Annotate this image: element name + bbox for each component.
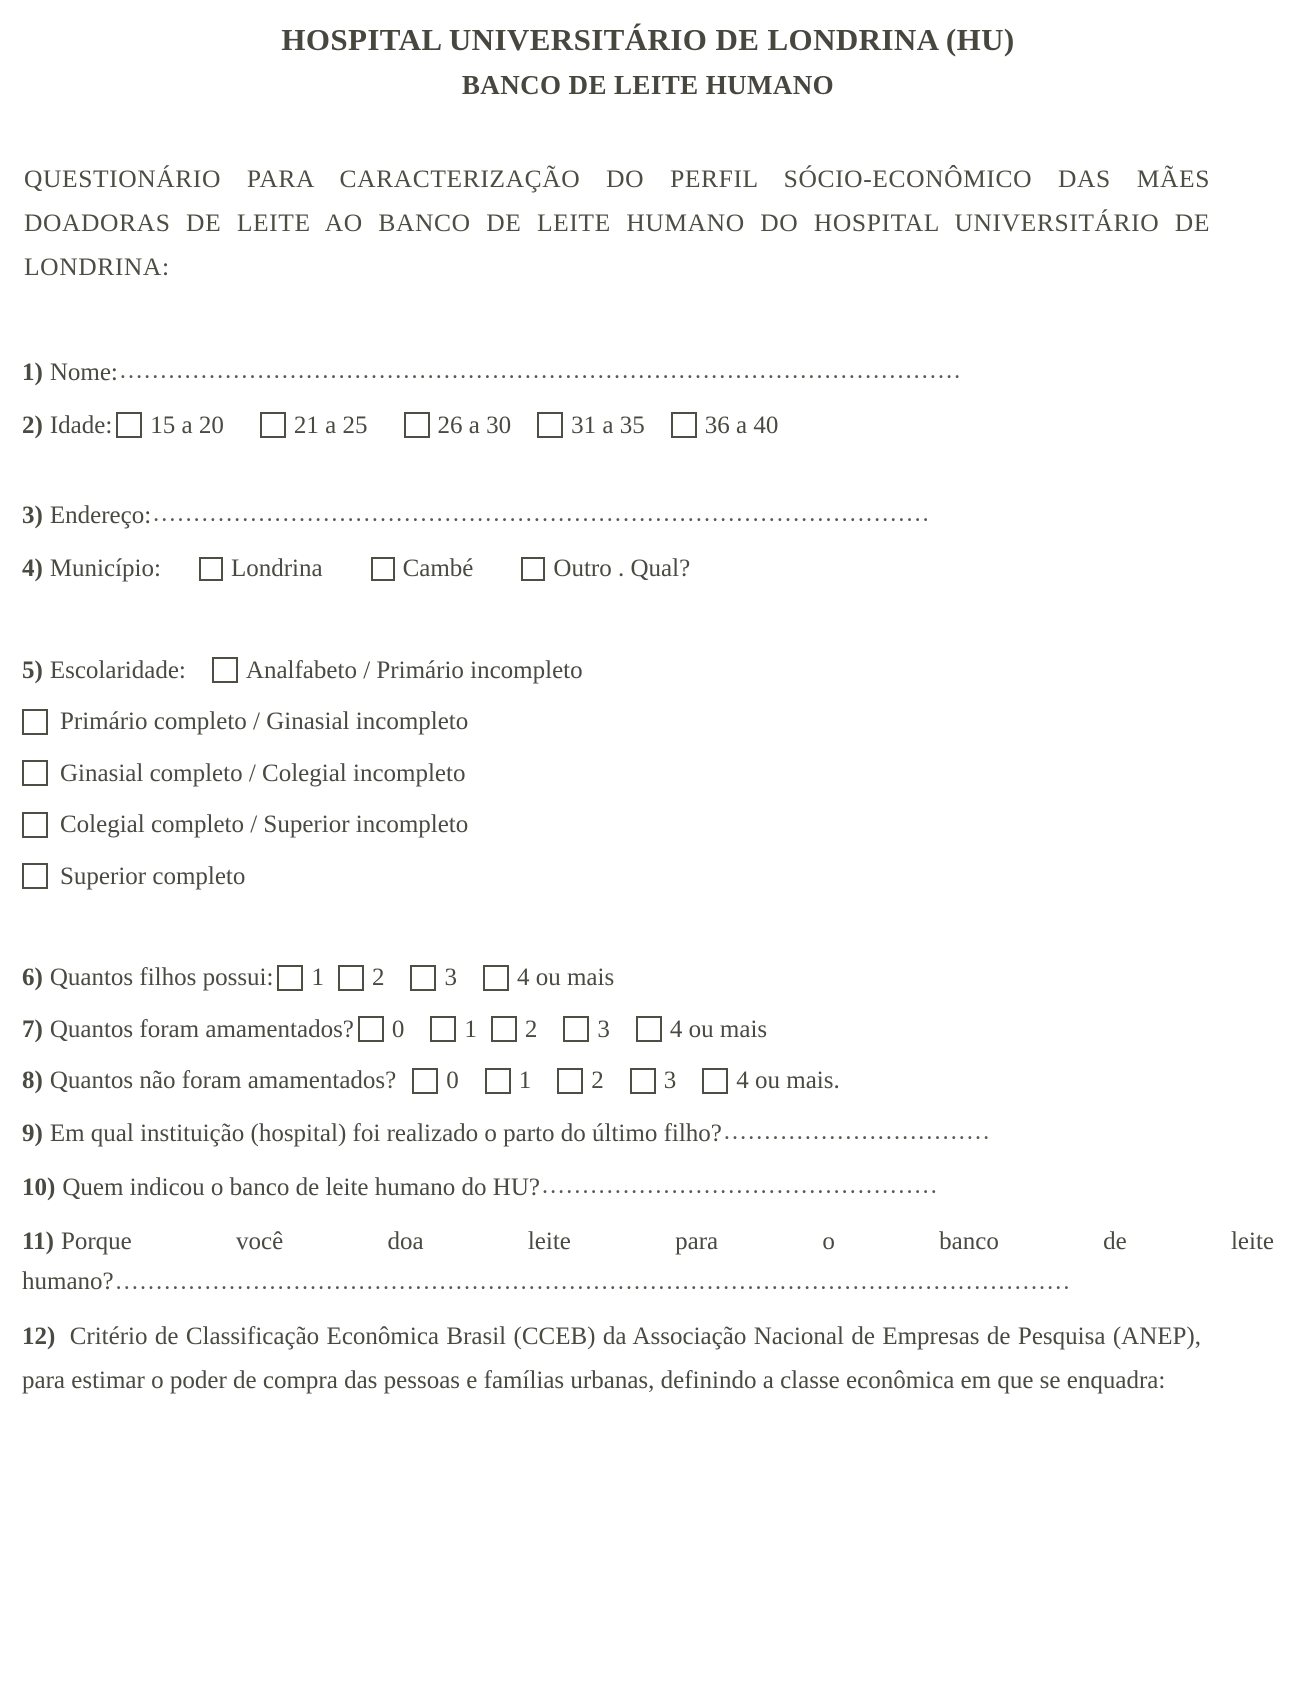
checkbox-icon[interactable] <box>22 760 48 786</box>
checkbox-icon[interactable] <box>491 1016 517 1042</box>
question-7-label: Quantos foram amamentados? <box>49 1015 354 1043</box>
question-4-municipio <box>22 550 1274 588</box>
checkbox-icon[interactable] <box>212 657 238 683</box>
question-11-answer-line[interactable]: ...................................................................................................................... <box>115 1268 1072 1295</box>
option-idade-31-35[interactable]: 31 a 35 <box>533 407 651 445</box>
question-2-number: 2) <box>22 411 43 439</box>
option-escolaridade-colegial-completo[interactable]: Colegial completo / Superior incompleto <box>22 806 1274 844</box>
question-1-number: 1) <box>22 358 43 386</box>
checkbox-icon[interactable] <box>630 1068 656 1094</box>
question-9-number: 9) <box>22 1119 43 1147</box>
question-5-label: Escolaridade: <box>49 656 186 684</box>
question-9-answer-line[interactable]: ................................. <box>723 1118 992 1145</box>
question-5-number: 5) <box>22 656 43 684</box>
question-1-nome <box>22 353 1274 393</box>
question-12-text: Critério de Classificação Econômica Brasil (CCEB) da Associação Nacional de Empresas de Pesquisa (ANEP), para estimar o poder de compra das pessoas e famílias urbanas, definindo a classe econômica em que se enquadra: <box>22 1322 1202 1395</box>
header-department: BANCO DE LEITE HUMANO <box>461 70 835 100</box>
question-10-label: Quem indicou o banco de leite humano do HU? <box>62 1173 540 1201</box>
question-6-label: Quantos filhos possui: <box>49 964 274 992</box>
question-11-number: 11) <box>22 1227 54 1255</box>
option-nao-amamentados-3[interactable]: 3 <box>626 1062 683 1100</box>
question-8-label: Quantos não foram amamentados? <box>49 1067 397 1095</box>
option-filhos-1[interactable]: 1 <box>273 959 330 997</box>
option-municipio-londrina[interactable]: Londrina <box>195 550 329 588</box>
option-idade-26-30[interactable]: 26 a 30 <box>400 407 518 445</box>
checkbox-icon[interactable] <box>22 812 48 838</box>
checkbox-icon[interactable] <box>22 863 48 889</box>
question-2-idade <box>22 407 1274 445</box>
question-10-number: 10) <box>22 1173 56 1201</box>
option-idade-15-20[interactable]: 15 a 20 <box>112 407 230 445</box>
option-escolaridade-superior-completo[interactable]: Superior completo <box>22 858 1274 896</box>
question-5-escolaridade <box>22 652 1274 690</box>
question-2-label: Idade: <box>49 411 113 439</box>
question-11-porque-doa <box>22 1222 1274 1305</box>
checkbox-icon[interactable] <box>412 1068 438 1094</box>
question-12-number: 12) <box>22 1322 56 1350</box>
checkbox-icon[interactable] <box>557 1068 583 1094</box>
intro-paragraph: QUESTIONÁRIO PARA CARACTERIZAÇÃO DO PERFIL SÓCIO-ECONÔMICO DAS MÃES DOADORAS DE LEITE AO BANCO DE LEITE HUMANO DO HOSPITAL UNIVERSITÁRIO DE LONDRINA: <box>24 164 1210 281</box>
question-7-number: 7) <box>22 1015 43 1043</box>
option-amamentados-0[interactable]: 0 <box>354 1011 411 1049</box>
question-11-line-2: humano? ...................................................................................................................... <box>22 1262 1274 1305</box>
question-12-cceb <box>22 1315 1201 1404</box>
option-nao-amamentados-4-ou-mais[interactable]: 4 ou mais. <box>698 1062 845 1100</box>
question-6-quantos-filhos <box>22 959 1274 997</box>
checkbox-icon[interactable] <box>260 412 286 438</box>
option-amamentados-2[interactable]: 2 <box>487 1011 544 1049</box>
question-4-number: 4) <box>22 555 43 583</box>
question-9-instituicao-parto <box>22 1114 1274 1154</box>
question-8-nao-amamentados <box>22 1062 1274 1100</box>
document-header <box>0 22 1296 101</box>
checkbox-icon[interactable] <box>671 412 697 438</box>
question-3-endereco <box>22 496 1274 536</box>
question-1-label: Nome: <box>49 358 118 386</box>
question-9-label: Em qual instituição (hospital) foi realizado o parto do último filho? <box>49 1119 722 1147</box>
option-idade-21-25[interactable]: 21 a 25 <box>256 407 374 445</box>
option-filhos-4-ou-mais[interactable]: 4 ou mais <box>479 959 620 997</box>
question-3-answer-line[interactable]: ................................................................................................ <box>153 501 931 528</box>
checkbox-icon[interactable] <box>338 965 364 991</box>
option-municipio-outro[interactable]: Outro . Qual? <box>517 550 696 588</box>
option-escolaridade-primario-completo[interactable]: Primário completo / Ginasial incompleto <box>22 703 1274 741</box>
checkbox-icon[interactable] <box>537 412 563 438</box>
checkbox-icon[interactable] <box>116 412 142 438</box>
option-escolaridade-analfabeto[interactable]: Analfabeto / Primário incompleto <box>208 652 589 690</box>
checkbox-icon[interactable] <box>277 965 303 991</box>
option-nao-amamentados-1[interactable]: 1 <box>481 1062 538 1100</box>
question-4-label: Município: <box>49 555 161 583</box>
option-escolaridade-ginasial-completo[interactable]: Ginasial completo / Colegial incompleto <box>22 755 1274 793</box>
checkbox-icon[interactable] <box>485 1068 511 1094</box>
question-10-answer-line[interactable]: ................................................. <box>541 1172 939 1199</box>
question-1-answer-line[interactable]: ........................................................................................................ <box>119 357 963 384</box>
checkbox-icon[interactable] <box>702 1068 728 1094</box>
header-institution: HOSPITAL UNIVERSITÁRIO DE LONDRINA (HU) <box>281 22 1015 57</box>
checkbox-icon[interactable] <box>410 965 436 991</box>
question-11-line-1: 11) Porque você doa leite para o banco de leite <box>22 1227 1274 1255</box>
checkbox-icon[interactable] <box>404 412 430 438</box>
checkbox-icon[interactable] <box>22 709 48 735</box>
question-7-amamentados <box>22 1011 1274 1049</box>
checkbox-icon[interactable] <box>371 557 395 581</box>
checkbox-icon[interactable] <box>563 1016 589 1042</box>
checkbox-icon[interactable] <box>636 1016 662 1042</box>
checkbox-icon[interactable] <box>358 1016 384 1042</box>
option-amamentados-1[interactable]: 1 <box>426 1011 483 1049</box>
document-page <box>0 22 1296 1702</box>
question-3-number: 3) <box>22 502 43 530</box>
option-filhos-3[interactable]: 3 <box>406 959 463 997</box>
option-municipio-cambe[interactable]: Cambé <box>367 550 480 588</box>
question-8-number: 8) <box>22 1067 43 1095</box>
checkbox-icon[interactable] <box>430 1016 456 1042</box>
option-amamentados-4-ou-mais[interactable]: 4 ou mais <box>632 1011 773 1049</box>
option-amamentados-3[interactable]: 3 <box>559 1011 616 1049</box>
option-nao-amamentados-2[interactable]: 2 <box>553 1062 610 1100</box>
question-3-label: Endereço: <box>49 502 152 530</box>
option-filhos-2[interactable]: 2 <box>334 959 391 997</box>
checkbox-icon[interactable] <box>199 557 223 581</box>
checkbox-icon[interactable] <box>483 965 509 991</box>
checkbox-icon[interactable] <box>521 557 545 581</box>
question-10-quem-indicou <box>22 1168 1274 1208</box>
question-6-number: 6) <box>22 964 43 992</box>
option-nao-amamentados-0[interactable]: 0 <box>408 1062 465 1100</box>
option-idade-36-40[interactable]: 36 a 40 <box>667 407 785 445</box>
